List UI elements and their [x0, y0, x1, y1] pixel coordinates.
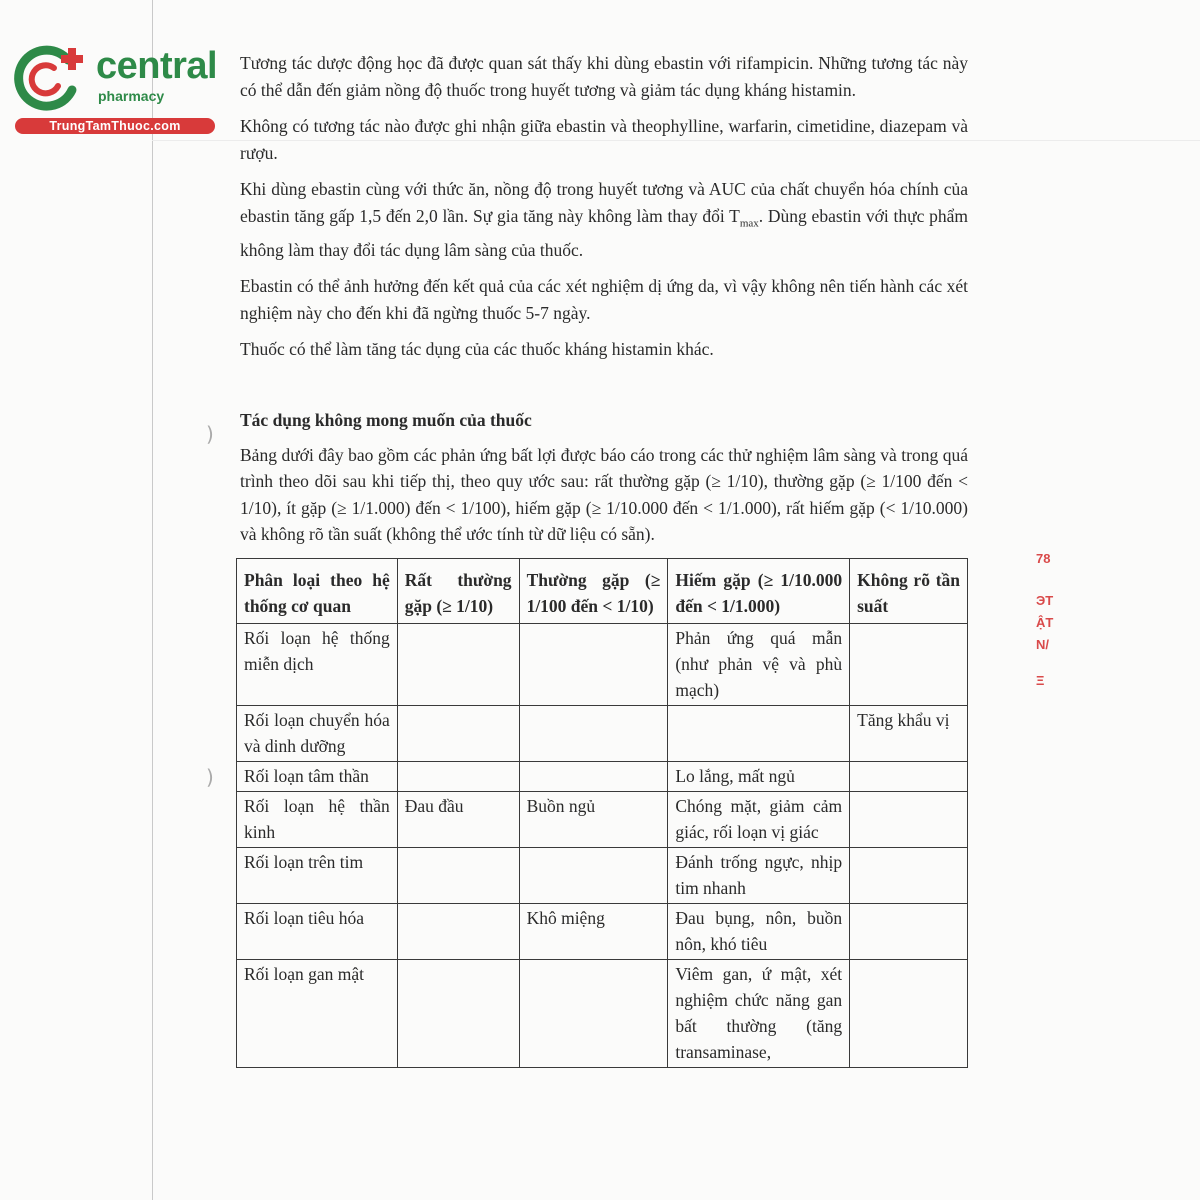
column-header: Hiếm gặp (≥ 1/10.000 đến < 1/1.000) — [668, 558, 850, 623]
table-cell: Buồn ngủ — [519, 791, 668, 847]
table-cell: Viêm gan, ứ mật, xét nghiệm chức năng gan bất thường (tăng transaminase, — [668, 959, 850, 1067]
table-cell — [850, 623, 968, 705]
table-cell: Phản ứng quá mẫn (như phản vệ và phù mạch) — [668, 623, 850, 705]
table-row — [237, 705, 968, 761]
table-cell: Rối loạn tiêu hóa — [237, 903, 398, 959]
paragraph: Thuốc có thể làm tăng tác dụng của các thuốc kháng histamin khác. — [240, 339, 714, 359]
table-cell — [519, 847, 668, 903]
table-cell — [397, 959, 519, 1067]
adverse-effects-table — [236, 558, 968, 1068]
table-row — [237, 623, 968, 705]
central-logo-icon — [10, 38, 92, 120]
central-pharmacy-logo[interactable] — [10, 38, 218, 138]
table-row — [237, 761, 968, 791]
column-header: Không rõ tần suất — [850, 558, 968, 623]
table-header-row — [237, 558, 968, 623]
table-cell — [397, 761, 519, 791]
table-cell: Tăng khẩu vị — [850, 705, 968, 761]
paragraph: Ebastin có thể ảnh hưởng đến kết quả của các xét nghiệm dị ứng da, vì vậy không nên tiến hành các xét nghiệm này cho đến khi đã ngừng thuốc 5-7 ngày. — [240, 276, 968, 323]
table-cell — [397, 847, 519, 903]
table-cell: Đau đầu — [397, 791, 519, 847]
table-cell — [519, 705, 668, 761]
column-header: Thường gặp (≥ 1/100 đến < 1/10) — [519, 558, 668, 623]
table-cell — [850, 761, 968, 791]
table-cell — [850, 903, 968, 959]
table-cell: Rối loạn gan mật — [237, 959, 398, 1067]
table-cell: Rối loạn tâm thần — [237, 761, 398, 791]
table-cell — [397, 623, 519, 705]
stamp-text: ЭT — [1036, 593, 1054, 608]
stamp-text: Ξ — [1036, 673, 1045, 688]
table-cell — [397, 705, 519, 761]
table-cell: Chóng mặt, giảm cảm giác, rối loạn vị giác — [668, 791, 850, 847]
punch-mark: ) — [206, 765, 214, 789]
table-cell — [397, 903, 519, 959]
table-row — [237, 847, 968, 903]
table-cell — [668, 705, 850, 761]
paragraph: Tương tác dược động học đã được quan sát thấy khi dùng ebastin với rifampicin. Những tương tác này có thể dẫn đến giảm nồng độ thuốc trong huyết tương và giảm tác dụng kháng histamin. — [240, 53, 968, 100]
table-cell: Rối loạn hệ thần kinh — [237, 791, 398, 847]
punch-mark: ) — [206, 422, 214, 446]
table-cell: Khô miệng — [519, 903, 668, 959]
paragraph: Không có tương tác nào được ghi nhận giữa ebastin và theophylline, warfarin, cimetidine, diazepam và rượu. — [240, 116, 968, 163]
table-cell: Đau bụng, nôn, buồn nôn, khó tiêu — [668, 903, 850, 959]
stamp-text: N/ — [1036, 637, 1049, 652]
section-heading: Tác dụng không mong muốn của thuốc — [240, 409, 532, 430]
logo-subtitle: pharmacy — [98, 88, 165, 104]
tmax-subscript: max — [739, 217, 759, 229]
table-cell — [519, 761, 668, 791]
logo-name: central — [96, 45, 218, 87]
stamp-text: ẬT — [1036, 615, 1054, 630]
paragraph-part: . Dùng ebastin với thực phẩm không làm thay đổi tác dụng lâm sàng của thuốc. — [240, 205, 968, 260]
table-cell: Rối loạn hệ thống miễn dịch — [237, 623, 398, 705]
margin-rule — [152, 0, 153, 1200]
table-cell — [850, 847, 968, 903]
table-row — [237, 903, 968, 959]
paragraph-food-interaction — [240, 176, 968, 263]
table-cell: Đánh trống ngực, nhịp tim nhanh — [668, 847, 850, 903]
table-cell — [519, 623, 668, 705]
section-intro: Bảng dưới đây bao gồm các phản ứng bất lợi được báo cáo trong các thử nghiệm lâm sàng và trong quá trình theo dõi sau khi tiếp thị, theo quy ước sau: rất thường gặp (≥ 1/10), thường gặp (≥ 1/100 đến < 1/10), ít gặp (≥ 1/1.000) đến < 1/100), hiếm gặp (≥ 1/10.000 đến < 1/1.000), rất hiếm gặp (< 1/10.000) và không rõ tần suất (không thể ước tính từ dữ liệu có sẵn). — [240, 444, 968, 544]
stamp-text: 78 — [1036, 551, 1051, 566]
red-stamp-fragment — [1036, 548, 1056, 708]
table-cell: Rối loạn trên tim — [237, 847, 398, 903]
table-row — [237, 959, 968, 1067]
column-header: Rất thường gặp (≥ 1/10) — [397, 558, 519, 623]
logo-url-badge: TrungTamThuoc.com — [15, 118, 215, 134]
table-cell — [850, 959, 968, 1067]
column-header: Phân loại theo hệ thống cơ quan — [237, 558, 398, 623]
table-cell — [850, 791, 968, 847]
paragraph-part: Khi dùng ebastin cùng với thức ăn, nồng độ trong huyết tương và AUC của chất chuyển hóa chính của ebastin tăng gấp 1,5 đến 2,0 lần. Sự gia tăng này không làm thay đổi T — [240, 179, 968, 226]
table-cell — [519, 959, 668, 1067]
document-body — [240, 50, 968, 1068]
table-cell: Lo lắng, mất ngủ — [668, 761, 850, 791]
table-row — [237, 791, 968, 847]
table-cell: Rối loạn chuyển hóa và dinh dưỡng — [237, 705, 398, 761]
